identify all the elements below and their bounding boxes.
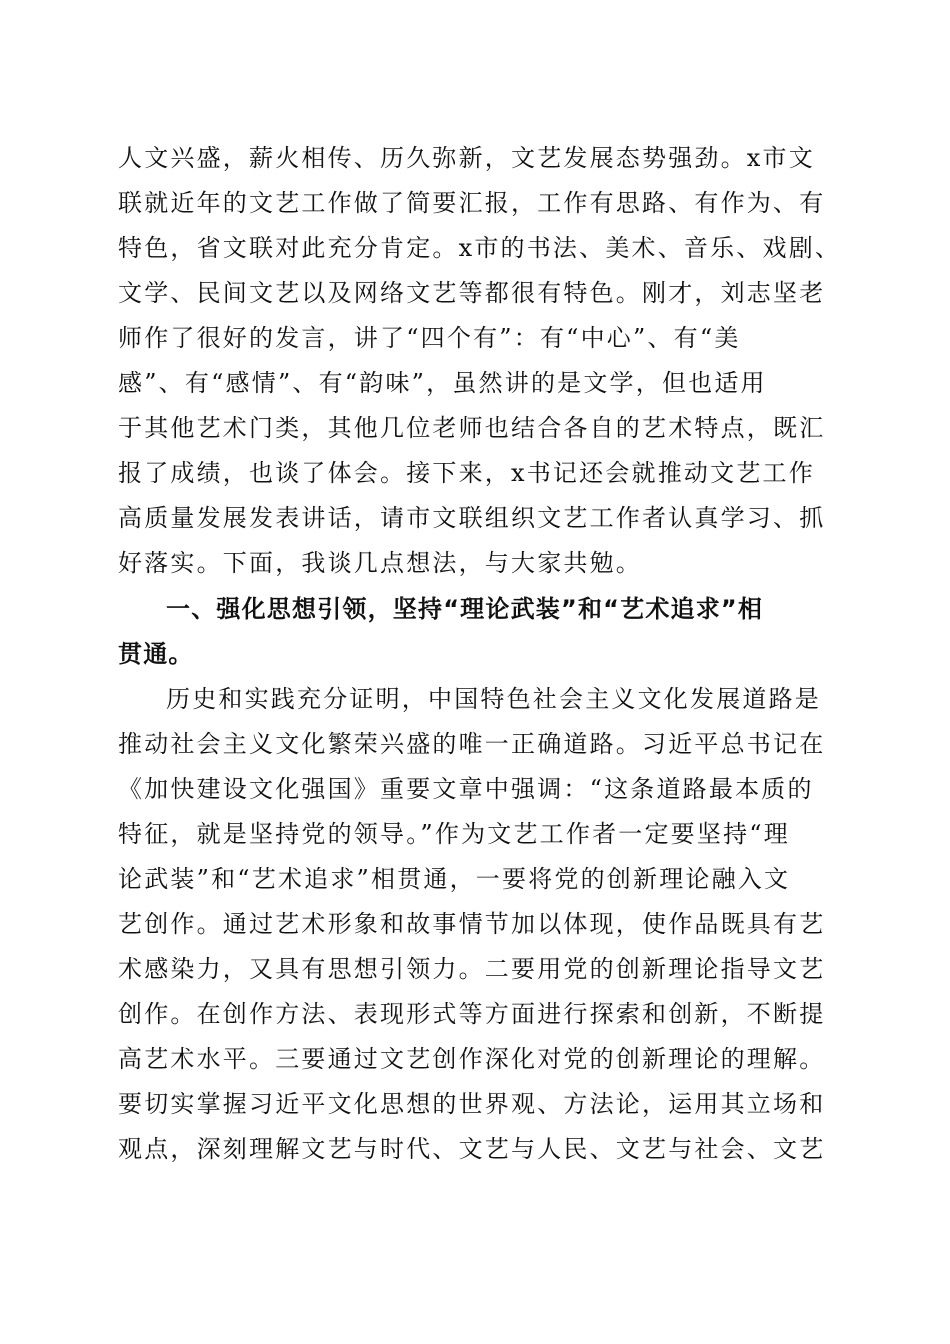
paragraph-line: 《加快建设文化强国》重要文章中强调：“这条道路最本质的	[118, 775, 814, 803]
paragraph-line: 联就近年的文艺工作做了简要汇报，工作有思路、有作为、有	[118, 189, 826, 217]
paragraph-line: 要切实掌握习近平文化思想的世界观、方法论，运用其立场和	[118, 1090, 826, 1118]
paragraph-line: 特色，省文联对此充分肯定。x市的书法、美术、音乐、戏剧、	[118, 234, 842, 262]
paragraph-line: 术感染力，又具有思想引领力。二要用党的创新理论指导文艺	[118, 955, 826, 983]
paragraph-line: 创作。在创作方法、表现形式等方面进行探索和创新，不断提	[118, 1000, 826, 1028]
paragraph-line: 艺创作。通过艺术形象和故事情节加以体现，使作品既具有艺	[118, 910, 826, 938]
section-heading: 贯通。	[118, 640, 194, 668]
paragraph-line: 好落实。下面，我谈几点想法，与大家共勉。	[118, 549, 642, 577]
paragraph-line: 论武装”和“艺术追求”相贯通，一要将党的创新理论融入文	[118, 865, 791, 893]
section-heading: 一、强化思想引领，坚持“理论武装”和“艺术追求”相	[166, 595, 764, 623]
paragraph-line: 感”、有“感情”、有“韵味”，虽然讲的是文学，但也适用	[118, 369, 767, 397]
paragraph-line: 报了成绩，也谈了体会。接下来，x书记还会就推动文艺工作	[118, 459, 815, 487]
paragraph-line: 文学、民间文艺以及网络文艺等都很有特色。刚才，刘志坚老	[118, 279, 826, 307]
paragraph-line: 于其他艺术门类，其他几位老师也结合各自的艺术特点，既汇	[118, 414, 826, 442]
paragraph-line: 人文兴盛，薪火相传、历久弥新，文艺发展态势强劲。x市文	[118, 144, 815, 172]
paragraph-line: 特征，就是坚持党的领导。”作为文艺工作者一定要坚持“理	[118, 820, 790, 848]
paragraph-line: 高质量发展发表讲话，请市文联组织文艺工作者认真学习、抓	[118, 504, 826, 532]
paragraph-line: 推动社会主义文化繁荣兴盛的唯一正确道路。习近平总书记在	[118, 730, 826, 758]
paragraph-line: 高艺术水平。三要通过文艺创作深化对党的创新理论的理解。	[118, 1045, 826, 1073]
paragraph-line: 历史和实践充分证明，中国特色社会主义文化发展道路是	[166, 685, 821, 713]
paragraph-line: 观点，深刻理解文艺与时代、文艺与人民、文艺与社会、文艺	[118, 1135, 826, 1163]
paragraph-line: 师作了很好的发言，讲了“四个有”：有“中心”、有“美	[118, 324, 741, 352]
